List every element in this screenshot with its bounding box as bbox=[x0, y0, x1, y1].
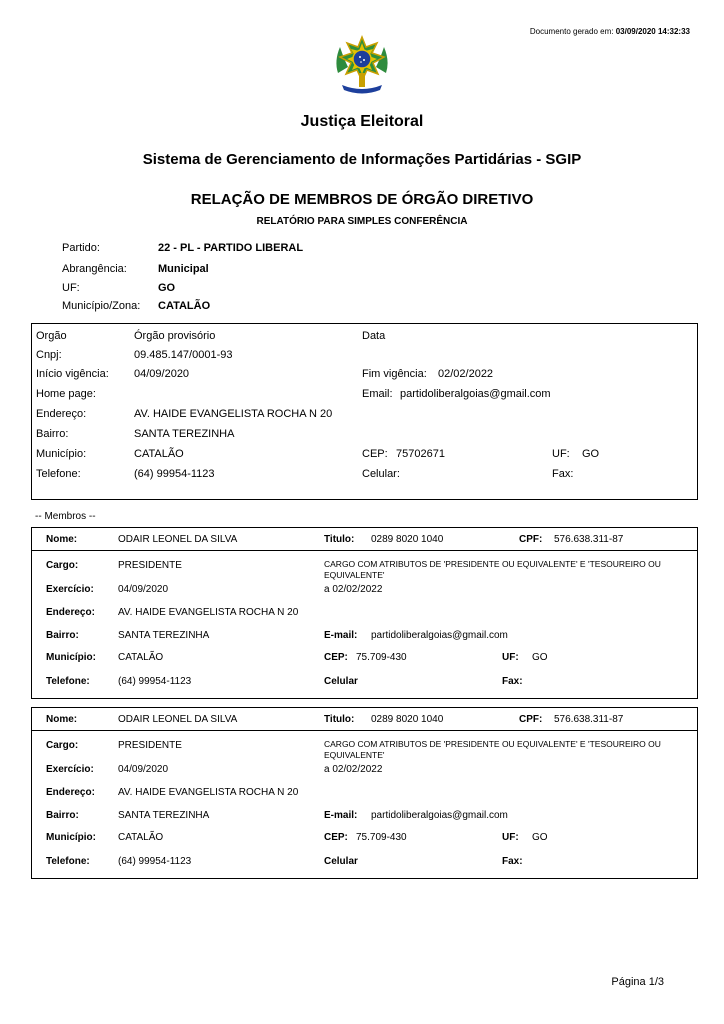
address-label: Endereço: bbox=[36, 408, 87, 420]
member-neighborhood-label: Bairro: bbox=[46, 810, 79, 821]
role-value: PRESIDENTE bbox=[118, 740, 182, 751]
city-label: Município: bbox=[36, 448, 87, 460]
generated-value: 03/09/2020 14:32:33 bbox=[615, 27, 690, 36]
member-header-divider bbox=[32, 550, 697, 551]
role-label: Cargo: bbox=[46, 560, 79, 571]
member-neighborhood-value: SANTA TEREZINHA bbox=[118, 810, 210, 821]
member-city-label: Município: bbox=[46, 832, 96, 843]
cep-label: CEP: bbox=[362, 448, 388, 460]
member-address-value: AV. HAIDE EVANGELISTA ROCHA N 20 bbox=[118, 787, 299, 798]
name-value: ODAIR LEONEL DA SILVA bbox=[118, 714, 238, 725]
address-value: AV. HAIDE EVANGELISTA ROCHA N 20 bbox=[134, 408, 333, 420]
voter-id-value: 0289 8020 1040 bbox=[371, 534, 444, 545]
member-cep-value: 75.709-430 bbox=[356, 652, 407, 663]
system-name: Sistema de Gerenciamento de Informações Partidárias - SGIP bbox=[142, 151, 582, 168]
uf-value: GO bbox=[158, 282, 176, 294]
email-value: partidoliberalgoias@gmail.com bbox=[400, 388, 551, 400]
term-start: 04/09/2020 bbox=[118, 584, 169, 595]
scope-label: Abrangência: bbox=[62, 263, 127, 275]
end-label: Fim vigência: bbox=[362, 368, 427, 380]
role-label: Cargo: bbox=[46, 740, 79, 751]
members-title: -- Membros -- bbox=[35, 511, 96, 522]
date-label: Data bbox=[362, 330, 386, 342]
member-fax-label: Fax: bbox=[502, 856, 523, 867]
member-email-label: E-mail: bbox=[324, 630, 358, 641]
party-value: 22 - PL - PARTIDO LIBERAL bbox=[158, 242, 304, 254]
cpf-value: 576.638.311-87 bbox=[554, 714, 624, 725]
term-end: a 02/02/2022 bbox=[324, 584, 383, 595]
member-email-value: partidoliberalgoias@gmail.com bbox=[371, 810, 508, 821]
brazil-coat-of-arms-icon bbox=[330, 33, 394, 97]
member-card bbox=[31, 707, 698, 879]
member-mobile-label: Celular bbox=[324, 856, 358, 867]
cep-value: 75702671 bbox=[396, 448, 445, 460]
organ-value: Órgão provisório bbox=[134, 330, 216, 342]
cnpj-label: Cnpj: bbox=[36, 349, 62, 361]
cpf-label: CPF: bbox=[519, 534, 543, 545]
member-phone-label: Telefone: bbox=[46, 676, 90, 687]
org-name: Justiça Eleitoral bbox=[300, 113, 424, 130]
phone-label: Telefone: bbox=[36, 468, 81, 480]
start-value: 04/09/2020 bbox=[134, 368, 190, 380]
member-email-label: E-mail: bbox=[324, 810, 358, 821]
role-attributes: CARGO COM ATRIBUTOS DE 'PRESIDENTE OU EQUIVALENTE' E 'TESOUREIRO OU EQUIVALENTE' bbox=[324, 739, 661, 760]
organ-uf-label: UF: bbox=[552, 448, 570, 460]
generated-timestamp bbox=[530, 27, 690, 36]
report-subtitle: RELATÓRIO PARA SIMPLES CONFERÊNCIA bbox=[256, 216, 468, 227]
homepage-label: Home page: bbox=[36, 388, 96, 400]
member-address-label: Endereço: bbox=[46, 607, 95, 618]
member-header-divider bbox=[32, 730, 697, 731]
member-address-value: AV. HAIDE EVANGELISTA ROCHA N 20 bbox=[118, 607, 299, 618]
municipality-label: Município/Zona: bbox=[62, 300, 141, 312]
page-number: Página 1/3 bbox=[611, 976, 664, 988]
voter-id-label: Titulo: bbox=[324, 534, 355, 545]
phone-value: (64) 99954-1123 bbox=[134, 468, 215, 480]
member-card bbox=[31, 527, 698, 699]
name-label: Nome: bbox=[46, 714, 78, 725]
neighborhood-value: SANTA TEREZINHA bbox=[134, 428, 235, 440]
member-uf-label: UF: bbox=[502, 832, 519, 843]
member-mobile-label: Celular bbox=[324, 676, 358, 687]
member-city-label: Município: bbox=[46, 652, 96, 663]
end-value: 02/02/2022 bbox=[438, 368, 494, 380]
report-title: RELAÇÃO DE MEMBROS DE ÓRGÃO DIRETIVO bbox=[190, 191, 534, 208]
member-neighborhood-value: SANTA TEREZINHA bbox=[118, 630, 210, 641]
organ-box bbox=[31, 323, 698, 500]
member-city-value: CATALÃO bbox=[118, 652, 164, 663]
uf-label: UF: bbox=[62, 282, 80, 294]
name-value: ODAIR LEONEL DA SILVA bbox=[118, 534, 238, 545]
role-attributes: CARGO COM ATRIBUTOS DE 'PRESIDENTE OU EQUIVALENTE' E 'TESOUREIRO OU EQUIVALENTE' bbox=[324, 559, 661, 580]
member-neighborhood-label: Bairro: bbox=[46, 630, 79, 641]
cnpj-value: 09.485.147/0001-93 bbox=[134, 349, 233, 361]
cpf-value: 576.638.311-87 bbox=[554, 534, 624, 545]
member-uf-label: UF: bbox=[502, 652, 519, 663]
organ-label: Orgão bbox=[36, 330, 67, 342]
scope-value: Municipal bbox=[158, 263, 209, 275]
organ-uf-value: GO bbox=[582, 448, 600, 460]
voter-id-label: Titulo: bbox=[324, 714, 355, 725]
generated-label: Documento gerado em: bbox=[529, 27, 614, 36]
voter-id-value: 0289 8020 1040 bbox=[371, 714, 444, 725]
mobile-label: Celular: bbox=[362, 468, 400, 480]
term-start: 04/09/2020 bbox=[118, 764, 169, 775]
member-email-value: partidoliberalgoias@gmail.com bbox=[371, 630, 508, 641]
term-label: Exercício: bbox=[46, 584, 94, 595]
member-uf-value: GO bbox=[532, 652, 548, 663]
city-value: CATALÃO bbox=[134, 448, 184, 460]
member-cep-value: 75.709-430 bbox=[356, 832, 407, 843]
member-address-label: Endereço: bbox=[46, 787, 95, 798]
neighborhood-label: Bairro: bbox=[36, 428, 69, 440]
municipality-value: CATALÃO bbox=[158, 300, 211, 312]
member-fax-label: Fax: bbox=[502, 676, 523, 687]
email-label: Email: bbox=[362, 388, 393, 400]
member-phone-value: (64) 99954-1123 bbox=[118, 856, 192, 867]
start-label: Início vigência: bbox=[36, 368, 109, 380]
member-cep-label: CEP: bbox=[324, 652, 348, 663]
member-cep-label: CEP: bbox=[324, 832, 348, 843]
name-label: Nome: bbox=[46, 534, 78, 545]
member-phone-label: Telefone: bbox=[46, 856, 90, 867]
term-label: Exercício: bbox=[46, 764, 94, 775]
member-uf-value: GO bbox=[532, 832, 548, 843]
party-label: Partido: bbox=[62, 242, 100, 254]
cpf-label: CPF: bbox=[519, 714, 543, 725]
term-end: a 02/02/2022 bbox=[324, 764, 383, 775]
member-city-value: CATALÃO bbox=[118, 832, 164, 843]
role-value: PRESIDENTE bbox=[118, 560, 182, 571]
fax-label: Fax: bbox=[552, 468, 574, 480]
member-phone-value: (64) 99954-1123 bbox=[118, 676, 192, 687]
